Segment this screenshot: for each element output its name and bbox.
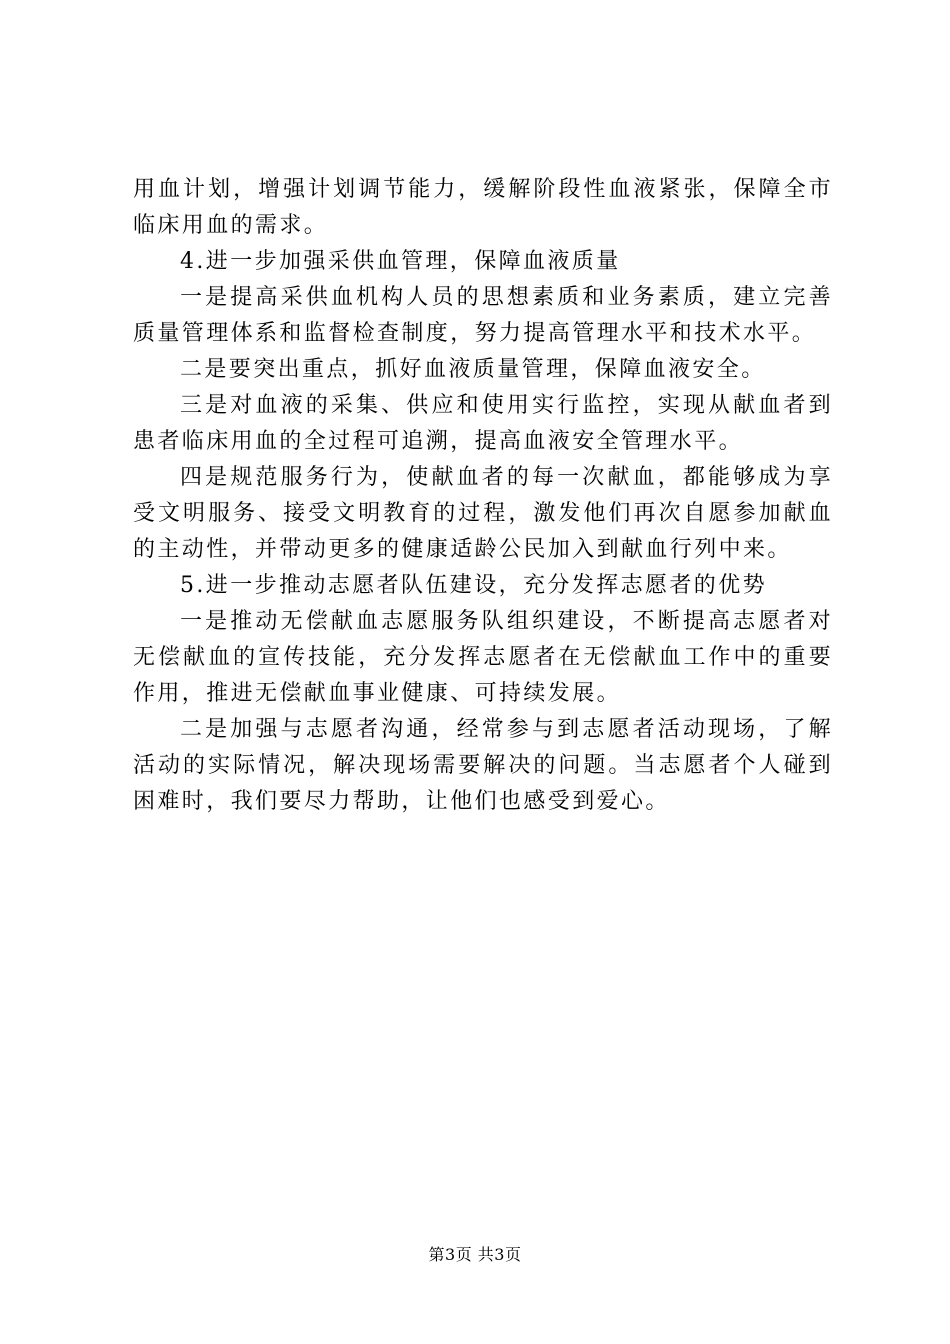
paragraph-item-2: 二是要突出重点，抓好血液质量管理，保障血液安全。 xyxy=(180,357,766,382)
section-heading-4: 4.进一步加强采供血管理，保障血液质量 xyxy=(180,249,621,274)
section-heading-5: 5.进一步推动志愿者队伍建设，充分发挥志愿者的优势 xyxy=(180,573,767,598)
document-body xyxy=(133,172,833,820)
paragraph-item-4: 四是规范服务行为，使献血者的每一次献血，都能够成为享受文明服务、接受文明教育的过程，激发他们再次自愿参加献血的主动性，并带动更多的健康适龄公民加入到献血行列中来。 xyxy=(133,465,833,562)
paragraph-item-5-1: 一是推动无偿献血志愿服务队组织建设，不断提高志愿者对无偿献血的宣传技能，充分发挥志愿者在无偿献血工作中的重要作用，推进无偿献血事业健康、可持续发展。 xyxy=(133,609,833,706)
page-number-label: 第3页 共3页 xyxy=(428,1245,522,1264)
paragraph-item-1: 一是提高采供血机构人员的思想素质和业务素质，建立完善质量管理体系和监督检查制度，努力提高管理水平和技术水平。 xyxy=(133,285,833,346)
page-footer xyxy=(0,1245,950,1265)
paragraph-item-3: 三是对血液的采集、供应和使用实行监控，实现从献血者到患者临床用血的全过程可追溯，提高血液安全管理水平。 xyxy=(133,393,833,454)
paragraph-continuation: 用血计划，增强计划调节能力，缓解阶段性血液紧张，保障全市临床用血的需求。 xyxy=(133,177,833,238)
paragraph-item-5-2: 二是加强与志愿者沟通，经常参与到志愿者活动现场，了解活动的实际情况，解决现场需要解决的问题。当志愿者个人碰到困难时，我们要尽力帮助，让他们也感受到爱心。 xyxy=(133,717,833,814)
